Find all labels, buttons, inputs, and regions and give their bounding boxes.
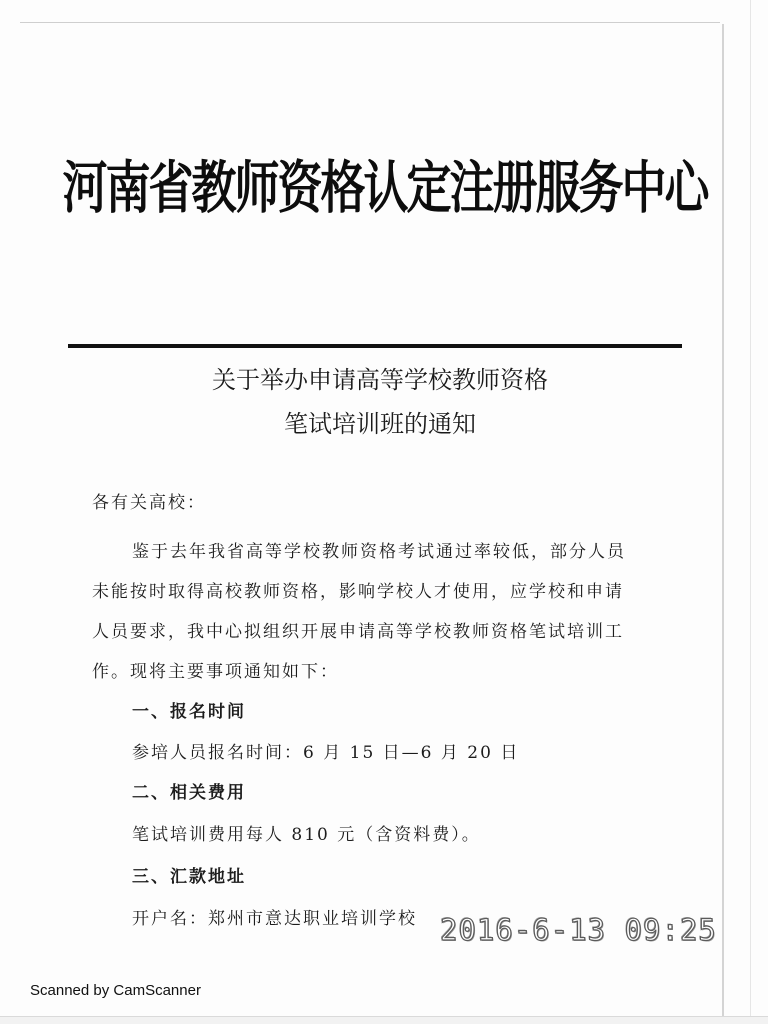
section-heading-fees: 二、相关费用 <box>132 783 246 803</box>
paragraph-line: 作。现将主要事项通知如下： <box>92 662 339 682</box>
paragraph-line: 鉴于去年我省高等学校教师资格考试通过率较低，部分人员 <box>132 542 626 562</box>
paper-edge-bottom <box>0 1016 768 1024</box>
paper-edge-top <box>20 22 720 23</box>
section-content-fees: 笔试培训费用每人 810 元（含资料费）。 <box>132 825 481 845</box>
header-divider-rule <box>68 344 682 348</box>
scan-timestamp: 2016-6-13 09:25 <box>440 913 717 947</box>
notice-title-line-1: 关于举办申请高等学校教师资格 <box>212 366 548 394</box>
paragraph-line: 人员要求，我中心拟组织开展申请高等学校教师资格笔试培训工 <box>92 622 624 642</box>
section-heading-registration: 一、报名时间 <box>132 702 246 722</box>
organization-header: 河南省教师资格认定注册服务中心 <box>62 154 708 221</box>
section-content-registration: 参培人员报名时间：6 月 15 日—6 月 20 日 <box>132 743 520 763</box>
paragraph-line: 未能按时取得高校教师资格，影响学校人才使用，应学校和申请 <box>92 582 624 602</box>
paper-edge-right-outer <box>750 0 751 1024</box>
salutation: 各有关高校： <box>92 493 206 513</box>
section-heading-remittance: 三、汇款地址 <box>132 867 246 887</box>
section-content-remittance: 开户名：郑州市意达职业培训学校 <box>132 909 417 929</box>
notice-title-line-2: 笔试培训班的通知 <box>284 410 476 438</box>
camscanner-watermark: Scanned by CamScanner <box>30 982 201 999</box>
